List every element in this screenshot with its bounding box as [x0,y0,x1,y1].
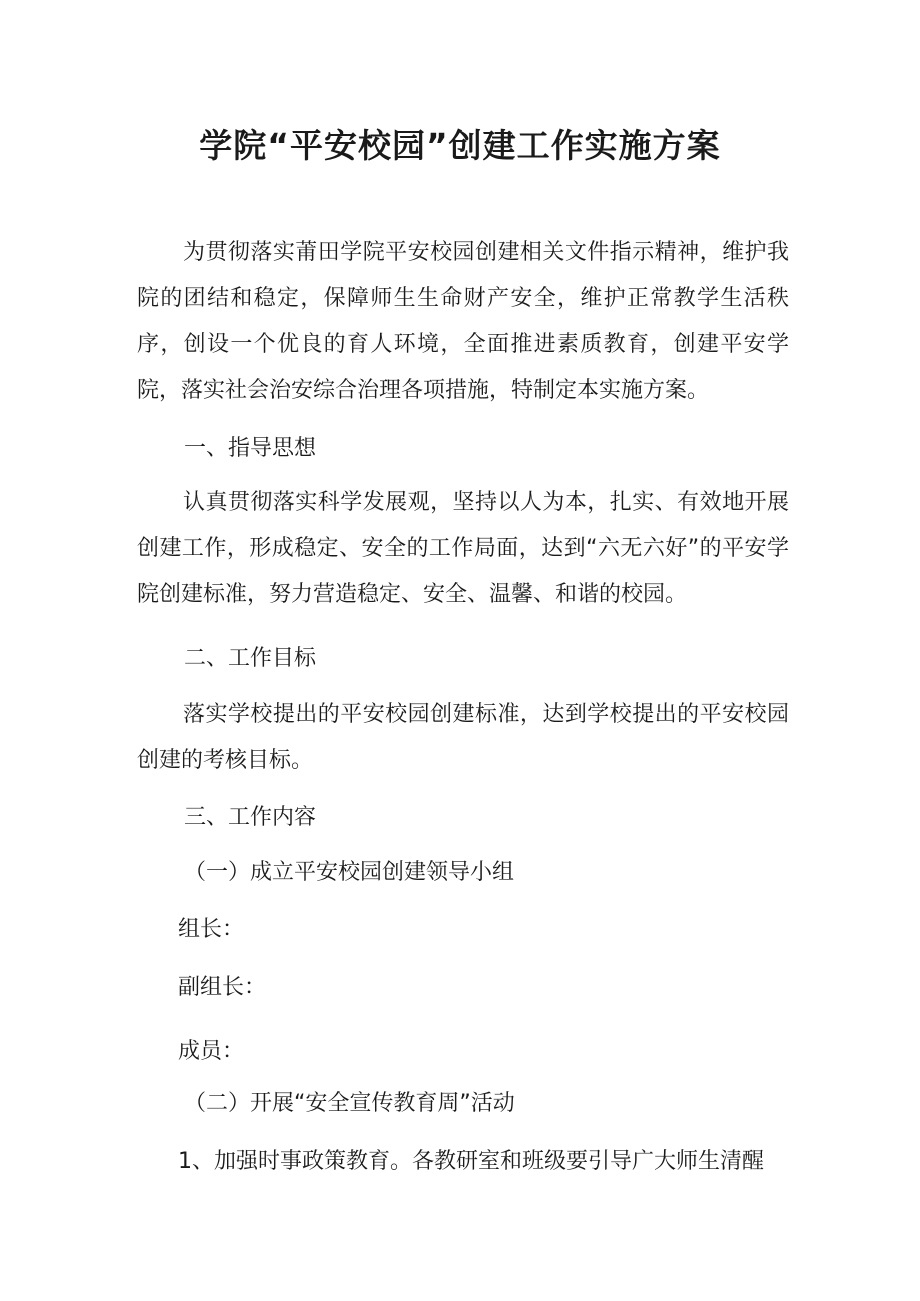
leader-label: 组长： [178,917,245,942]
subsection-leading-group: （一）成立平安校园创建领导小组 [184,860,515,885]
work-goals-paragraph: 落实学校提出的平安校园创建标准，达到学校提出的平安校园创建的考核目标。 [137,702,789,773]
members-label: 成员： [178,1039,245,1064]
guiding-ideology-paragraph: 认真贯彻落实科学发展观，坚持以人为本，扎实、有效地开展创建工作，形成稳定、安全的工作局面，达到“六无六好”的平安学院创建标准，努力营造稳定、安全、温馨、和谐的校园。 [137,490,789,607]
item-policy-education: 1、加强时事政策教育。各教研室和班级要引导广大师生清醒 [178,1149,764,1174]
subsection-safety-week: （二）开展“安全宣传教育周”活动 [184,1091,515,1116]
section-heading-guiding-ideology: 一、指导思想 [184,436,317,461]
deputy-leader-label: 副组长： [178,975,267,1000]
document-title: 学院“平安校园”创建工作实施方案 [199,126,721,165]
section-heading-work-goals: 二、工作目标 [184,646,317,671]
section-heading-work-content: 三、工作内容 [184,805,317,830]
intro-paragraph: 为贯彻落实莆田学院平安校园创建相关文件指示精神，维护我院的团结和稳定，保障师生生命财产安全，维护正常教学生活秩序，创设一个优良的育人环境，全面推进素质教育，创建平安学院，落实社会治安综合治理各项措施，特制定本实施方案。 [137,240,789,403]
